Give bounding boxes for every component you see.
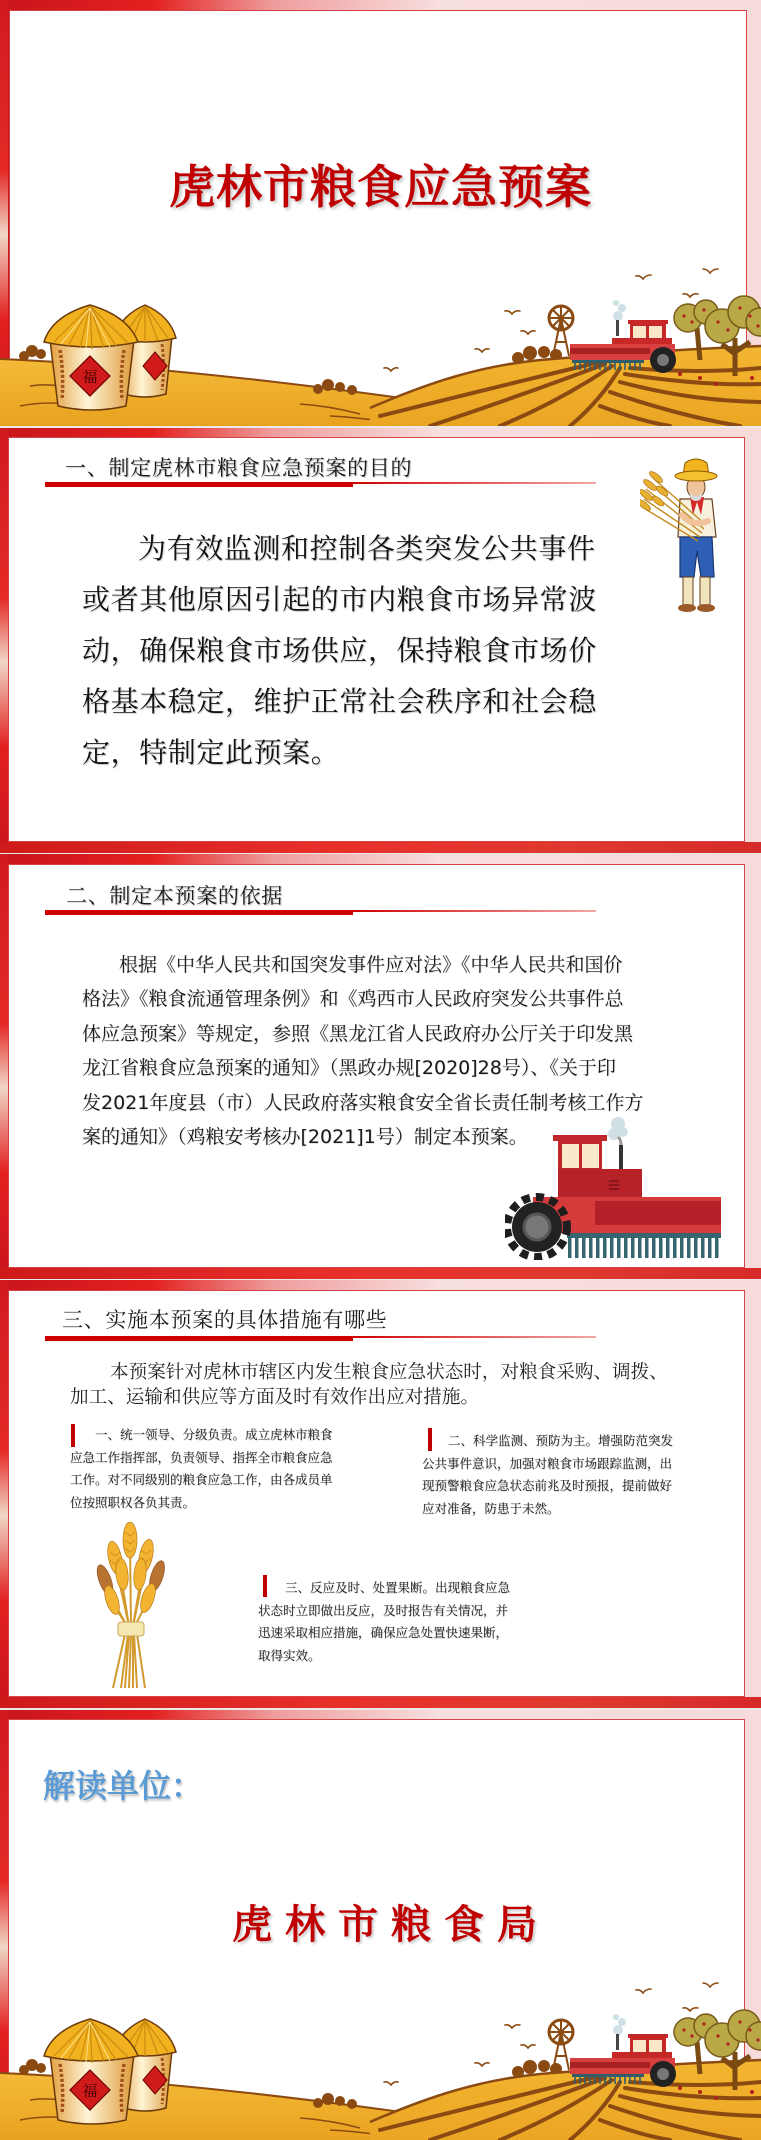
sack-label: 福	[82, 2082, 98, 2100]
measure-line: 工作。对不同级别的粮食应急工作，由各成员单	[70, 1472, 333, 1488]
frame-left-band	[0, 854, 8, 1279]
paragraph-line: 格基本稳定，维护正常社会秩序和社会稳	[82, 685, 597, 718]
frame-left-band	[0, 428, 8, 853]
farm-landscape-illustration	[0, 1970, 761, 2140]
paragraph-line: 定，特制定此预案。	[82, 736, 340, 769]
measure-line: 公共事件意识，加强对粮食市场跟踪监测，出	[422, 1455, 673, 1471]
heading-underline-thin	[353, 910, 596, 912]
section-heading: 一、制定虎林市粮食应急预案的目的	[65, 456, 413, 480]
red-accent-bar	[428, 1428, 432, 1451]
heading-underline-thick	[45, 910, 353, 915]
measures-intro-paragraph	[70, 1360, 668, 1410]
cover-title: 虎林市粮食应急预案	[169, 160, 592, 214]
paragraph-line: 根据《中华人民共和国突发事件应对法》《中华人民共和国价	[119, 954, 623, 976]
measure-line: 二、科学监测、预防为主。增强防范突发	[448, 1433, 674, 1448]
paragraph-line: 格法》《粮食流通管理条例》和《鸡西市人民政府突发公共事件总	[82, 988, 624, 1011]
slide-purpose	[0, 428, 761, 853]
purpose-paragraph	[82, 523, 597, 778]
paragraph-line: 发2021年度县（市）人民政府落实粮食安全省长责任制考核工作方	[82, 1091, 644, 1114]
paragraph-line: 或者其他原因引起的市内粮食市场异常波	[82, 583, 597, 616]
frame-bottom-band	[0, 1697, 761, 1708]
farm-landscape-illustration	[0, 256, 761, 426]
red-tractor-illustration	[505, 1115, 725, 1260]
measure-line: 三、反应及时、处置果断。出现粮食应急	[285, 1580, 511, 1595]
paragraph-line: 体应急预案》等规定，参照《黑龙江省人民政府办公厅关于印发黑	[82, 1022, 634, 1045]
heading-underline-thin	[353, 482, 596, 484]
measure-item-2	[422, 1430, 673, 1520]
paragraph-line: 本预案针对虎林市辖区内发生粮食应急状态时，对粮食采购、调拨、	[110, 1362, 668, 1383]
slide-closing	[0, 1710, 761, 2140]
measure-line: 状态时立即做出反应，及时报告有关情况，并	[258, 1602, 509, 1618]
red-accent-bar	[71, 1424, 75, 1447]
measure-line: 一、统一领导、分级负责。成立虎林市粮食	[95, 1427, 333, 1442]
measure-line: 取得实效。	[258, 1647, 321, 1663]
windmill	[549, 306, 573, 356]
measure-line: 应对准备，防患于未然。	[422, 1500, 560, 1516]
frame-bottom-band	[0, 842, 761, 853]
right-field	[370, 2060, 761, 2140]
measure-line: 应急工作指挥部，负责领导、指挥全市粮食应急	[70, 1449, 333, 1465]
right-field	[370, 346, 761, 426]
paragraph-line: 加工、运输和供应等方面及时有效作出应对措施。	[70, 1387, 480, 1408]
measure-line: 位按照职权各负其责。	[70, 1494, 196, 1510]
organization-name: 虎林市粮食局	[232, 1902, 550, 1948]
paragraph-line: 动，确保粮食市场供应，保持粮食市场价	[82, 634, 597, 667]
section-heading: 二、制定本预案的依据	[66, 884, 283, 908]
interpreting-unit-label: 解读单位：	[43, 1767, 204, 1805]
frame-bottom-band	[0, 1268, 761, 1279]
paragraph-line: 案的通知》（鸡粮安考核办[2021]1号）制定本预案。	[82, 1126, 528, 1149]
wheat-bundle-illustration	[85, 1522, 175, 1690]
heading-underline-thick	[45, 1336, 353, 1341]
slide-cover	[0, 0, 761, 426]
farmer-with-wheat-illustration	[640, 455, 732, 617]
measure-item-3	[258, 1577, 510, 1667]
slide-measures	[0, 1280, 761, 1708]
frame-left-band	[0, 1280, 8, 1708]
measure-line: 迅速采取相应措施，确保应急处置快速果断，	[258, 1625, 509, 1641]
sack-label: 福	[82, 368, 98, 386]
windmill	[549, 2020, 573, 2070]
slide-basis	[0, 854, 761, 1279]
tractor	[570, 300, 676, 373]
measure-item-1	[70, 1424, 333, 1514]
heading-underline-thin	[353, 1336, 596, 1338]
tractor	[570, 2014, 676, 2087]
section-heading: 三、实施本预案的具体措施有哪些	[62, 1308, 388, 1332]
heading-underline-thick	[45, 482, 353, 487]
paragraph-line: 为有效监测和控制各类突发公共事件	[138, 532, 596, 565]
measure-line: 现预警粮食应急状态前兆及时预报，提前做好	[422, 1478, 673, 1494]
red-accent-bar	[263, 1575, 267, 1597]
paragraph-line: 龙江省粮食应急预案的通知》（黑政办规[2020]28号）、《关于印	[82, 1057, 616, 1080]
